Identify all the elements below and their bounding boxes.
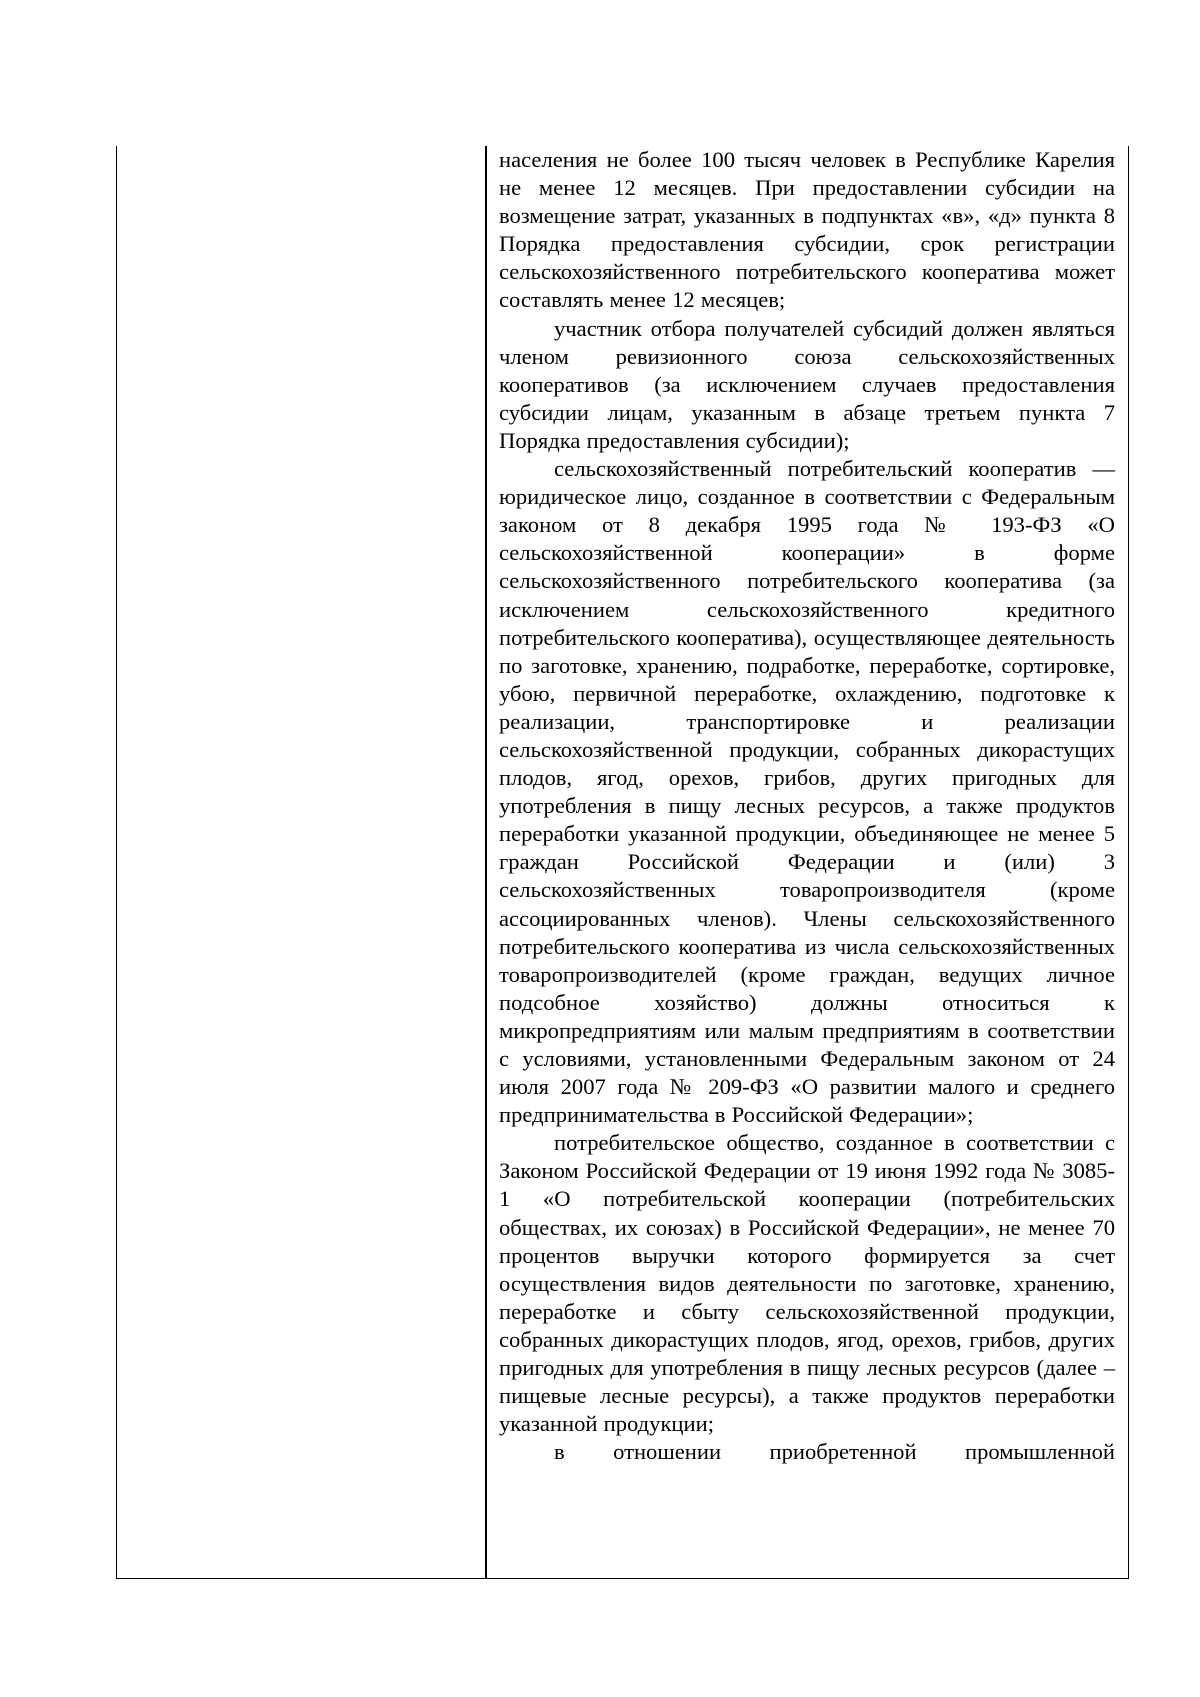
paragraph-3: сельскохозяйственный потребительский кооператив — юридическое лицо, созданное в соответствии с Федеральным законом от 8 декабря 1995 года № 193-ФЗ «О сельскохозяйственной кооперации» в форме сельскохозяйственного потребительского кооператива (за исключением сельскохозяйственного кредитного потребительского кооператива), осуществляющее деятельность по заготовке, хранению, подработке, переработке, сортировке, убою, первичной переработке, охлаждению, подготовке к реализации, транспортировке и реализации сельскохозяйственной продукции, собранных дикорастущих плодов, ягод, орехов, грибов, других пригодных для употребления в пищу лесных ресурсов, а также продуктов переработки указанной продукции, объединяющее не менее 5 граждан Российской Федерации и (или) 3 сельскохозяйственных товаропроизводителя (кроме ассоциированных членов). Члены сельскохозяйственного потребительского кооператива из числа сельскохозяйственных товаропроизводителей (кроме граждан, ведущих личное подсобное хозяйство) должны относиться к микропредприятиям или малым предприятиям в соответствии с условиями, установленными Федеральным законом от 24 июля 2007 года № 209-ФЗ «О развитии малого и среднего предпринимательства в Российской Федерации»; <box>499 456 1115 1128</box>
table-right-cell <box>499 146 1115 1578</box>
table-left-cell <box>117 146 485 1578</box>
column-divider <box>485 146 487 1578</box>
paragraph-4: потребительское общество, созданное в соответствии с Законом Российской Федерации от 19 июня 1992 года № 3085-1 «О потребительской кооперации (потребительских обществах, их союзах) в Российской Федерации», не менее 70 процентов выручки которого формируется за счет осуществления видов деятельности по заготовке, хранению, переработке и сбыту сельскохозяйственной продукции, собранных дикорастущих плодов, ягод, орехов, грибов, других пригодных для употребления в пищу лесных ресурсов (далее – пищевые лесные ресурсы), а также продуктов переработки указанной продукции; <box>499 1130 1115 1437</box>
paragraph-2: участник отбора получателей субсидий должен являться членом ревизионного союза сельскохозяйственных кооперативов (за исключением случаев предоставления субсидии лицам, указанным в абзаце третьем пункта 7 Порядка предоставления субсидии); <box>499 315 1115 453</box>
document-table <box>116 146 1129 1579</box>
paragraph-1: населения не более 100 тысяч человек в Республике Карелия не менее 12 месяцев. При предоставлении субсидии на возмещение затрат, указанных в подпунктах «в», «д» пункта 8 Порядка предоставления субсидии, срок регистрации сельскохозяйственного потребительского кооператива может составлять менее 12 месяцев; <box>499 147 1115 313</box>
paragraph-5: в отношении приобретенной промышленной <box>554 1439 1115 1465</box>
